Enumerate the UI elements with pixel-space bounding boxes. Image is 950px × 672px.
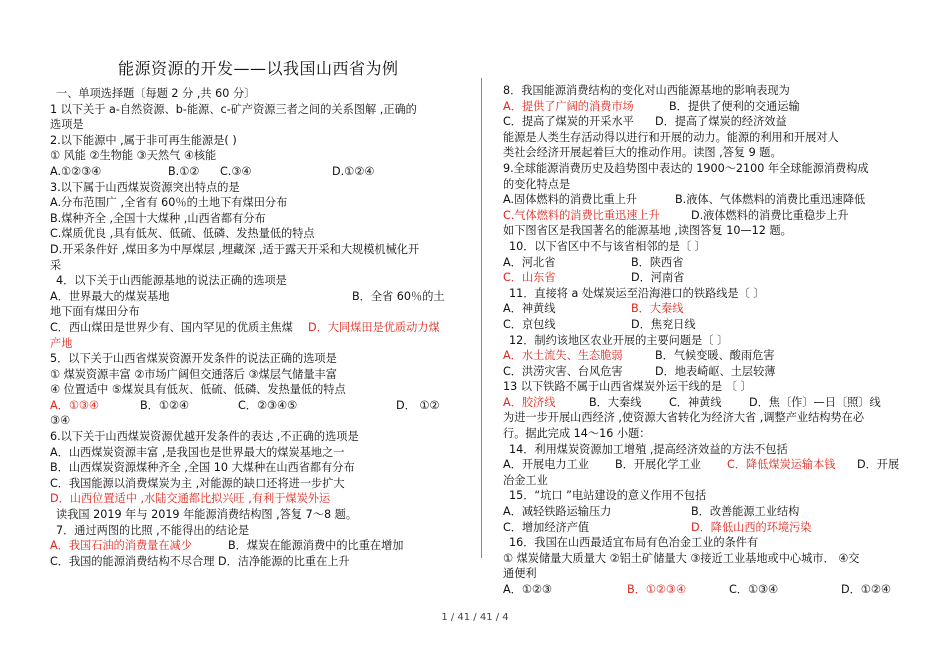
text-line: C.煤质优良 ,具有低灰、低硫、低磷、发热量低的特点 — [50, 227, 315, 241]
option-text: B.①② — [168, 164, 200, 178]
option-text: C．增加经济产值 — [503, 520, 590, 534]
option-text: C．①③④ — [729, 583, 779, 596]
text-line: C．我国能源以消费煤炭为主 ,对能源的缺口还将进一步扩大 — [50, 476, 345, 490]
text-line — [50, 320, 460, 336]
text-line — [503, 301, 911, 317]
option-text: D．焦〔作〕—日〔照〕线 — [749, 395, 881, 409]
option-text: D．焦兖日线 — [631, 317, 696, 331]
right-column — [503, 83, 911, 598]
option-text: D．降低山西的环境污染 — [691, 520, 812, 534]
text-line: 采 — [50, 258, 62, 272]
text-line: 12．制约该地区农业开展的主要问题是〔 〕 — [509, 333, 729, 347]
option-text: D．大同煤田是优质动力煤 — [308, 320, 440, 334]
text-line — [503, 208, 911, 224]
text-line — [503, 504, 911, 520]
text-line: D.开采条件好 ,煤田多为中厚煤层 ,埋藏深 ,适于露天开采和大规模机械化开 — [50, 242, 420, 256]
text-line — [50, 538, 460, 554]
text-line: ③④ — [50, 414, 71, 428]
text-line: 6.以下关于山西煤炭资源优越开发条件的表达 ,不正确的选项是 — [50, 430, 359, 444]
option-text: C．降低煤炭运输本钱 — [727, 458, 836, 472]
option-text: B．改善能源工业结构 — [691, 505, 800, 519]
option-text: D．①②④ — [841, 583, 891, 596]
text-line: 2.以下能源中 ,属于非可再生能源是( ) — [50, 133, 237, 147]
text-line: ① 风能 ②生物能 ③天然气 ④核能 — [50, 149, 217, 163]
text-line: 14．利用煤炭资源加工增殖 ,提高经济效益的方法不包括 — [509, 442, 788, 456]
text-line — [503, 255, 911, 271]
option-text: D．地表崎岖、土层较薄 — [655, 364, 776, 378]
text-line: 行。据此完成 14～16 小题： — [503, 427, 651, 441]
option-text: A．水土流失、生态脆弱 — [503, 349, 623, 363]
option-text: A．提供了广阔的消费市场 — [503, 99, 634, 113]
text-line — [50, 164, 460, 180]
text-line — [503, 348, 911, 364]
option-text: A．①③④ — [50, 398, 99, 412]
option-text: B．开展化学工业 — [615, 458, 701, 472]
option-text: D．提高了煤炭的经济效益 — [655, 115, 787, 129]
text-line: 读我国 2019 年与 2019 年能源消费结构图 ,答复 7～8 题。 — [56, 508, 358, 522]
text-line: 11．直接将 a 处煤炭运至沿海港口的铁路线是〔 〕 — [509, 286, 765, 300]
option-text: B．大秦线 — [589, 395, 642, 409]
option-text: D． ①② — [396, 398, 440, 412]
option-text: D.①②④ — [332, 164, 375, 178]
text-line: 地下面有煤田分布 — [50, 305, 140, 319]
text-line — [503, 270, 911, 286]
option-text: C.气体燃料的消费比重迅速上升 — [503, 208, 660, 222]
column-divider — [481, 78, 482, 558]
text-line: 产地 — [50, 336, 73, 350]
option-text: A．减轻铁路运输压力 — [503, 505, 612, 519]
option-text: D.液体燃料的消费比重稳步上升 — [691, 208, 849, 222]
text-line: 13 以下铁路不属于山西省煤炭外运干线的是 〔 〕 — [503, 380, 752, 394]
text-line: ① 煤炭资源丰富 ②市场广阔但交通落后 ③煤层气储量丰富 — [50, 367, 337, 381]
text-line: 通便利 — [503, 567, 537, 581]
text-line: 如下图省区是我国著名的能源基地 ,读图答复 10—12 题。 — [503, 224, 792, 238]
option-text: B．提供了便利的交通运输 — [669, 99, 800, 113]
text-line — [503, 317, 911, 333]
left-column — [50, 86, 460, 569]
option-text: C．提高了煤炭的开采水平 — [503, 115, 634, 129]
text-line: ① 煤炭储量大质量大 ②铝土矿储量大 ③接近工业基地或中心城市． ④交 — [503, 551, 860, 565]
option-text: C．②③④⑤ — [238, 398, 298, 412]
option-text: A.固体燃料的消费比重上升 — [503, 193, 638, 207]
option-text: B.液体、气体燃料的消费比重迅速降低 — [675, 193, 866, 207]
option-text: B．①②③④ — [627, 583, 686, 596]
text-line: 15．“坑口 ”电站建设的意义作用不包括 — [509, 489, 707, 503]
option-text: A．我国石油的消费量在减少 — [50, 539, 192, 553]
text-line: 1 以下关于 a-自然资源、b-能源、c-矿产资源三者之间的关系图解 ,正确的 — [50, 102, 417, 116]
option-text: C．洪涝灾害、台风危害 — [503, 364, 623, 378]
text-line: A．山西煤炭资源丰富 ,是我国也是世界最大的煤炭基地之一 — [50, 445, 345, 459]
text-line: 类社会经济开展起着巨大的推动作用。读图 ,答复 9 题。 — [503, 146, 782, 160]
option-text: A．神黄线 — [503, 302, 556, 316]
text-line — [50, 289, 460, 305]
text-line: 冶金工业 — [503, 473, 548, 487]
option-text: D．河南省 — [631, 271, 685, 285]
text-line: 为进一步开展山西经济 ,使资源大省转化为经济大省 ,调整产业结构势在必 — [503, 411, 865, 425]
page-footer: 1 / 41 / 41 / 4 — [441, 612, 509, 623]
option-text: C．神黄线 — [669, 395, 722, 409]
option-text: A．河北省 — [503, 255, 556, 269]
text-line — [503, 457, 911, 473]
text-line — [503, 114, 911, 130]
text-line: D．山西位置适中 ,水陆交通都比拟兴旺 ,有利于煤炭外运 — [50, 492, 331, 506]
text-line — [503, 520, 911, 536]
text-line: C．我国的能源消费结构不尽合理 D．洁净能源的比重在上升 — [50, 554, 350, 568]
text-line: 16．我国在山西最适宜布局有色冶金工业的条件有 — [509, 536, 759, 550]
text-line: 5．以下关于山西省煤炭资源开发条件的说法正确的选项是 — [50, 352, 337, 366]
text-line: 7．通过两图的比照 ,不能得出的结论是 — [56, 523, 250, 537]
option-text: B．陕西省 — [631, 255, 684, 269]
text-line: 4．以下关于山西能源基地的说法正确的选项是 — [56, 274, 287, 288]
option-text: B．全省 60％的土 — [352, 289, 445, 303]
text-line: 3.以下属于山西煤炭资源突出特点的是 — [50, 180, 240, 194]
option-text: A.①②③④ — [50, 164, 102, 178]
option-text: A．①②③ — [503, 583, 552, 596]
text-line: 能源是人类生存活动得以进行和开展的动力。能源的利用和开展对人 — [503, 130, 839, 144]
text-line: 选项是 — [50, 118, 84, 132]
page-title: 能源资源的开发——以我国山西省为例 — [118, 59, 399, 78]
text-line: 10．以下省区中不与该省相邻的是〔 〕 — [509, 239, 706, 253]
text-line: 9.全球能源消费历史及趋势图中表达的 1900～2100 年全球能源消费构成 — [503, 161, 869, 175]
option-text: B．煤炭在能源消费中的比重在增加 — [228, 539, 404, 553]
text-line: B．山西煤炭资源煤种齐全 ,全国 10 大煤种在山西省都有分布 — [50, 461, 355, 475]
text-line — [503, 582, 911, 598]
option-text: B．①②④ — [140, 398, 189, 412]
text-line: 8．我国能源消费结构的变化对山西能源基地的影响表现为 — [503, 84, 790, 97]
option-text: B．大秦线 — [631, 302, 684, 316]
text-line — [503, 364, 911, 380]
text-line: 的变化特点是 — [503, 177, 571, 191]
text-line: ④ 位置适中 ⑤煤炭具有低灰、低硫、低磷、发热量低的特点 — [50, 383, 346, 397]
option-text: A．胶济线 — [503, 395, 556, 409]
option-text: A．世界最大的煤炭基地 — [50, 289, 170, 303]
text-line: A.分布范围广 ,全省有 60％的土地下有煤田分布 — [50, 196, 288, 210]
option-text: C．西山煤田是世界少有、国内罕见的优质主焦煤 — [50, 320, 293, 334]
option-text: D．开展 — [857, 458, 900, 472]
option-text: A．开展电力工业 — [503, 458, 589, 472]
text-line: B.煤种齐全 ,全国十大煤种 ,山西省都有分布 — [50, 211, 266, 225]
option-text: C．京包线 — [503, 317, 556, 331]
option-text: C．山东省 — [503, 271, 556, 285]
text-line — [503, 99, 911, 115]
option-text: B．气候变暖、酸雨危害 — [655, 349, 775, 363]
text-line: 一、单项选择题〔每题 2 分 ,共 60 分〕 — [56, 87, 256, 100]
text-line — [50, 398, 460, 414]
text-line — [503, 192, 911, 208]
text-line — [503, 395, 911, 411]
option-text: C.③④ — [220, 164, 252, 178]
